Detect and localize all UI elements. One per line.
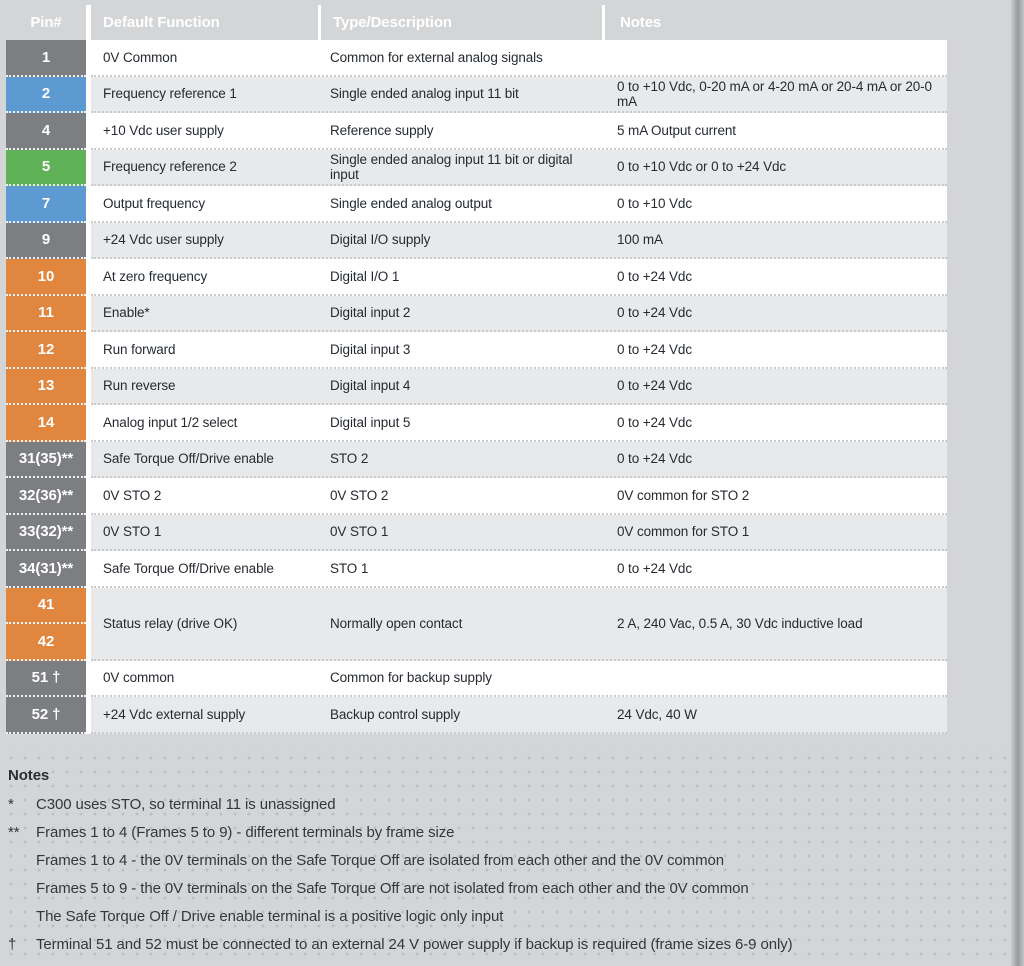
cell-type-description: Reference supply bbox=[330, 122, 434, 138]
pin-number: 33(32)** bbox=[6, 515, 86, 552]
row-content bbox=[91, 478, 947, 515]
pin-column bbox=[6, 77, 86, 114]
pin-number: 13 bbox=[6, 369, 86, 406]
table-row bbox=[6, 405, 947, 442]
table-row bbox=[6, 332, 947, 369]
cell-notes: 0 to +24 Vdc bbox=[617, 305, 692, 321]
footnote-text: Terminal 51 and 52 must be connected to an external 24 V power supply if backup is required (frame sizes 6-9 only) bbox=[36, 936, 793, 953]
row-content bbox=[91, 588, 947, 661]
footnote-marker bbox=[8, 903, 36, 931]
cell-default-function: +24 Vdc user supply bbox=[103, 232, 224, 248]
cell-type-description: Digital input 3 bbox=[330, 341, 411, 357]
footnote-text: Frames 1 to 4 (Frames 5 to 9) - different terminals by frame size bbox=[36, 824, 455, 841]
row-content bbox=[91, 150, 947, 187]
cell-default-function: Output frequency bbox=[103, 195, 205, 211]
cell-default-function: Status relay (drive OK) bbox=[103, 615, 238, 631]
cell-default-function: Frequency reference 2 bbox=[103, 159, 237, 175]
pin-column bbox=[6, 150, 86, 187]
pin-number: 31(35)** bbox=[6, 442, 86, 479]
footnote-marker bbox=[8, 847, 36, 875]
cell-notes: 0 to +24 Vdc bbox=[617, 268, 692, 284]
cell-type-description: STO 2 bbox=[330, 451, 369, 467]
footnote-marker: † bbox=[8, 936, 17, 953]
pin-number: 52 † bbox=[6, 697, 86, 734]
pin-number: 42 bbox=[6, 624, 86, 661]
pin-number: 9 bbox=[6, 223, 86, 260]
row-content bbox=[91, 40, 947, 77]
table-row bbox=[6, 478, 947, 515]
cell-notes: 0 to +24 Vdc bbox=[617, 451, 692, 467]
pin-column bbox=[6, 296, 86, 333]
cell-notes: 0 to +24 Vdc bbox=[617, 414, 692, 430]
row-content bbox=[91, 223, 947, 260]
page-right-edge bbox=[1011, 0, 1024, 966]
cell-default-function: 0V STO 1 bbox=[103, 524, 162, 540]
pin-column bbox=[6, 223, 86, 260]
cell-type-description: Digital I/O 1 bbox=[330, 268, 400, 284]
footnote-marker bbox=[8, 875, 36, 903]
row-content bbox=[91, 369, 947, 406]
footnote-text: Frames 1 to 4 - the 0V terminals on the Safe Torque Off are isolated from each other and the 0V common bbox=[36, 852, 724, 869]
header-notes: Notes bbox=[602, 5, 947, 40]
pin-column bbox=[6, 697, 86, 734]
pin-column bbox=[6, 40, 86, 77]
cell-notes: 0 to +10 Vdc bbox=[617, 195, 692, 211]
footnote-item bbox=[8, 819, 1011, 847]
cell-notes: 5 mA Output current bbox=[617, 122, 736, 138]
cell-type-description: 0V STO 2 bbox=[330, 487, 389, 503]
table-row bbox=[6, 588, 947, 661]
header-content bbox=[91, 5, 947, 40]
pin-number: 14 bbox=[6, 405, 86, 442]
cell-type-description: Digital input 4 bbox=[330, 378, 411, 394]
table-row bbox=[6, 296, 947, 333]
pin-number: 7 bbox=[6, 186, 86, 223]
pin-column bbox=[6, 405, 86, 442]
row-content bbox=[91, 661, 947, 698]
row-content bbox=[91, 259, 947, 296]
cell-type-description: Backup control supply bbox=[330, 706, 460, 722]
row-content bbox=[91, 296, 947, 333]
pin-number: 11 bbox=[6, 296, 86, 333]
footnote-item bbox=[8, 875, 1011, 903]
row-content bbox=[91, 186, 947, 223]
row-content bbox=[91, 332, 947, 369]
cell-default-function: Frequency reference 1 bbox=[103, 86, 237, 102]
pin-column bbox=[6, 478, 86, 515]
cell-type-description: Digital input 5 bbox=[330, 414, 411, 430]
cell-type-description: STO 1 bbox=[330, 560, 369, 576]
table-row bbox=[6, 515, 947, 552]
pin-number: 4 bbox=[6, 113, 86, 150]
table-row bbox=[6, 77, 947, 114]
pin-column bbox=[6, 113, 86, 150]
table-row bbox=[6, 186, 947, 223]
cell-notes: 0 to +24 Vdc bbox=[617, 378, 692, 394]
row-content bbox=[91, 551, 947, 588]
pin-column bbox=[6, 515, 86, 552]
cell-default-function: Run reverse bbox=[103, 378, 176, 394]
footnote-marker: ** bbox=[8, 824, 20, 841]
footnote-item bbox=[8, 903, 1011, 931]
pin-column bbox=[6, 442, 86, 479]
cell-notes: 100 mA bbox=[617, 232, 663, 248]
cell-default-function: 0V STO 2 bbox=[103, 487, 162, 503]
pin-number: 5 bbox=[6, 150, 86, 187]
pin-column bbox=[6, 551, 86, 588]
table-row bbox=[6, 223, 947, 260]
cell-notes: 0 to +24 Vdc bbox=[617, 560, 692, 576]
cell-default-function: Analog input 1/2 select bbox=[103, 414, 238, 430]
row-content bbox=[91, 442, 947, 479]
table-row bbox=[6, 369, 947, 406]
cell-notes: 0V common for STO 1 bbox=[617, 524, 750, 540]
cell-type-description: Single ended analog input 11 bit bbox=[330, 86, 519, 102]
footnotes-list bbox=[8, 791, 1011, 959]
cell-default-function: At zero frequency bbox=[103, 268, 208, 284]
pin-column bbox=[6, 588, 86, 661]
footnote-item bbox=[8, 931, 1011, 959]
cell-default-function: +10 Vdc user supply bbox=[103, 122, 224, 138]
pin-column bbox=[6, 661, 86, 698]
cell-default-function: 0V Common bbox=[103, 49, 178, 65]
row-content bbox=[91, 77, 947, 114]
pin-column bbox=[6, 369, 86, 406]
cell-notes: 0 to +10 Vdc, 0-20 mA or 4-20 mA or 20-4 mA or 20-0 mA bbox=[617, 78, 932, 109]
cell-type-description: Digital I/O supply bbox=[330, 232, 431, 248]
terminal-pin-table bbox=[6, 5, 947, 734]
table-row bbox=[6, 697, 947, 734]
cell-notes: 2 A, 240 Vac, 0.5 A, 30 Vdc inductive load bbox=[617, 615, 863, 631]
table-row bbox=[6, 40, 947, 77]
footnote-text: C300 uses STO, so terminal 11 is unassigned bbox=[36, 796, 336, 813]
pin-number: 51 † bbox=[6, 661, 86, 698]
row-content bbox=[91, 113, 947, 150]
header-pin: Pin# bbox=[30, 14, 62, 31]
cell-default-function: Run forward bbox=[103, 341, 176, 357]
pin-number: 2 bbox=[6, 77, 86, 114]
cell-default-function: +24 Vdc external supply bbox=[103, 706, 246, 722]
header-default-function: Default Function bbox=[103, 14, 220, 31]
pin-number: 32(36)** bbox=[6, 478, 86, 515]
table-row bbox=[6, 259, 947, 296]
cell-default-function: Safe Torque Off/Drive enable bbox=[103, 451, 274, 467]
table-row bbox=[6, 661, 947, 698]
table-row bbox=[6, 113, 947, 150]
table-row bbox=[6, 150, 947, 187]
footnote-marker: * bbox=[8, 796, 14, 813]
pin-number: 1 bbox=[6, 40, 86, 77]
footnotes-title: Notes bbox=[8, 767, 50, 784]
cell-notes: 0 to +10 Vdc or 0 to +24 Vdc bbox=[617, 159, 787, 175]
cell-notes: 24 Vdc, 40 W bbox=[617, 706, 697, 722]
cell-type-description: Common for backup supply bbox=[330, 670, 492, 686]
footnotes-section bbox=[0, 745, 1011, 966]
cell-type-description: Single ended analog output bbox=[330, 195, 492, 211]
cell-default-function: 0V common bbox=[103, 670, 175, 686]
cell-notes: 0V common for STO 2 bbox=[617, 487, 750, 503]
pin-number: 12 bbox=[6, 332, 86, 369]
footnote-item bbox=[8, 791, 1011, 819]
header-type-description: Type/Description bbox=[318, 5, 602, 40]
cell-type-description: Single ended analog input 11 bit or digital input bbox=[330, 151, 573, 182]
footnote-text: Frames 5 to 9 - the 0V terminals on the Safe Torque Off are not isolated from each other and the 0V common bbox=[36, 880, 749, 897]
pin-number: 34(31)** bbox=[6, 551, 86, 588]
pin-column bbox=[6, 186, 86, 223]
cell-notes: 0 to +24 Vdc bbox=[617, 341, 692, 357]
footnote-item bbox=[8, 847, 1011, 875]
cell-type-description: Common for external analog signals bbox=[330, 49, 543, 65]
table-row bbox=[6, 551, 947, 588]
footnote-text: The Safe Torque Off / Drive enable terminal is a positive logic only input bbox=[36, 908, 504, 925]
cell-type-description: Digital input 2 bbox=[330, 305, 411, 321]
cell-default-function: Enable* bbox=[103, 305, 150, 321]
row-content bbox=[91, 405, 947, 442]
table-row bbox=[6, 442, 947, 479]
row-content bbox=[91, 697, 947, 734]
pin-table-body bbox=[6, 40, 947, 734]
pin-column bbox=[6, 332, 86, 369]
cell-type-description: Normally open contact bbox=[330, 615, 463, 631]
pin-number: 10 bbox=[6, 259, 86, 296]
table-header-row bbox=[6, 5, 947, 40]
cell-type-description: 0V STO 1 bbox=[330, 524, 389, 540]
pin-column bbox=[6, 259, 86, 296]
cell-default-function: Safe Torque Off/Drive enable bbox=[103, 560, 274, 576]
row-content bbox=[91, 515, 947, 552]
pin-number: 41 bbox=[6, 588, 86, 625]
